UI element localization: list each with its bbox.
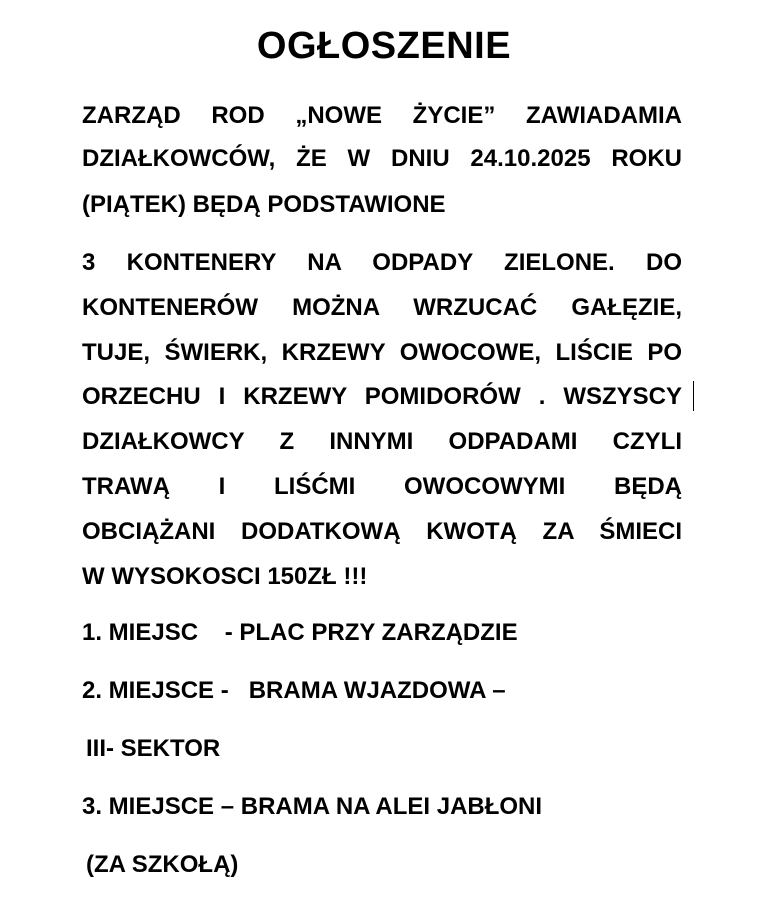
body-line-4 — [82, 379, 682, 415]
intro-line-2: DZIAŁKOWCÓW, ŻE W DNIU 24.10.2025 ROKU — [82, 145, 682, 172]
announcement-title: OGŁOSZENIE — [256, 25, 512, 67]
body-line-8: W WYSOKOSCI 150ZŁ !!! — [82, 563, 368, 590]
intro-line-1: ZARZĄD ROD „NOWE ŻYCIE” ZAWIADAMIA — [82, 102, 682, 129]
location-3: 3. MIEJSCE – BRAMA NA ALEI JABŁONI — [82, 793, 543, 820]
intro-line-3: (PIĄTEK) BĘDĄ PODSTAWIONE — [82, 191, 446, 218]
body-line-6: TRAWĄ I LIŚĆMI OWOCOWYMI BĘDĄ — [82, 473, 682, 500]
body-line-5: DZIAŁKOWCY Z INNYMI ODPADAMI CZYLI — [82, 428, 682, 455]
body-line-4-text: ORZECHU I KRZEWY POMIDORÓW . WSZYSCY — [82, 383, 682, 410]
text-cursor — [693, 381, 694, 411]
body-line-2: KONTENERÓW MOŻNA WRZUCAĆ GAŁĘZIE, — [82, 294, 682, 321]
body-line-7: OBCIĄŻANI DODATKOWĄ KWOTĄ ZA ŚMIECI — [82, 518, 682, 545]
location-2-sector: III- SEKTOR — [86, 735, 221, 762]
location-1: 1. MIEJSC - PLAC PRZY ZARZĄDZIE — [82, 619, 518, 646]
body-line-1: 3 KONTENERY NA ODPADY ZIELONE. DO — [82, 249, 682, 276]
location-3-note: (ZA SZKOŁĄ) — [86, 851, 239, 878]
location-2: 2. MIEJSCE - BRAMA WJAZDOWA – — [82, 677, 506, 704]
body-line-3: TUJE, ŚWIERK, KRZEWY OWOCOWE, LIŚCIE PO — [82, 339, 682, 366]
